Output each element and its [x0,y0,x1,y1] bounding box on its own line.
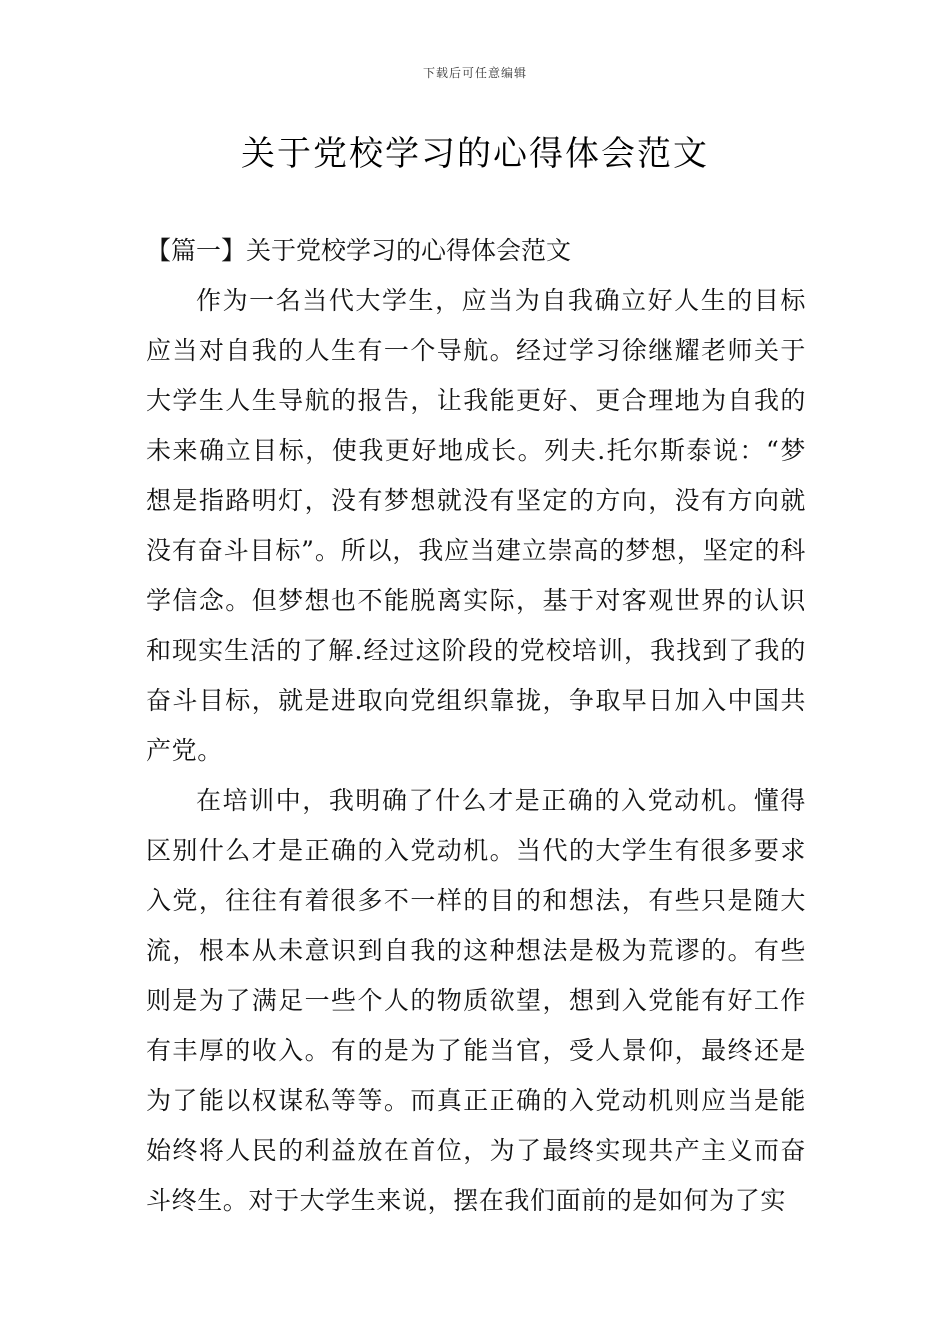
document-body [146,226,806,1226]
section-heading: 【篇一】关于党校学习的心得体会范文 [146,236,572,265]
body-paragraph-2: 在培训中，我明确了什么才是正确的入党动机。懂得区别什么才是正确的入党动机。当代的大学生有很多要求入党，往往有着很多不一样的目的和想法，有些只是随大流，根本从未意识到自我的这种想法是极为荒谬的。有些则是为了满足一些个人的物质欲望，想到入党能有好工作有丰厚的收入。有的是为了能当官，受人景仰，最终还是为了能以权谋私等等。而真正正确的入党动机则应当是能始终将人民的利益放在首位，为了最终实现共产主义而奋斗终生。对于大学生来说，摆在我们面前的是如何为了实 [146,786,806,1215]
page-header-note: 下载后可任意编辑 [422,66,527,80]
document-title: 关于党校学习的心得体会范文 [241,134,709,174]
body-paragraph-1: 作为一名当代大学生，应当为自我确立好人生的目标应当对自我的人生有一个导航。经过学习徐继耀老师关于大学生人生导航的报告，让我能更好、更合理地为自我的未来确立目标，使我更好地成长。列夫.托尔斯泰说：“梦想是指路明灯，没有梦想就没有坚定的方向，没有方向就没有奋斗目标”。所以，我应当建立崇高的梦想，坚定的科学信念。但梦想也不能脱离实际，基于对客观世界的认识和现实生活的了解.经过这阶段的党校培训，我找到了我的奋斗目标，就是进取向党组织靠拢，争取早日加入中国共产党。 [146,286,806,765]
